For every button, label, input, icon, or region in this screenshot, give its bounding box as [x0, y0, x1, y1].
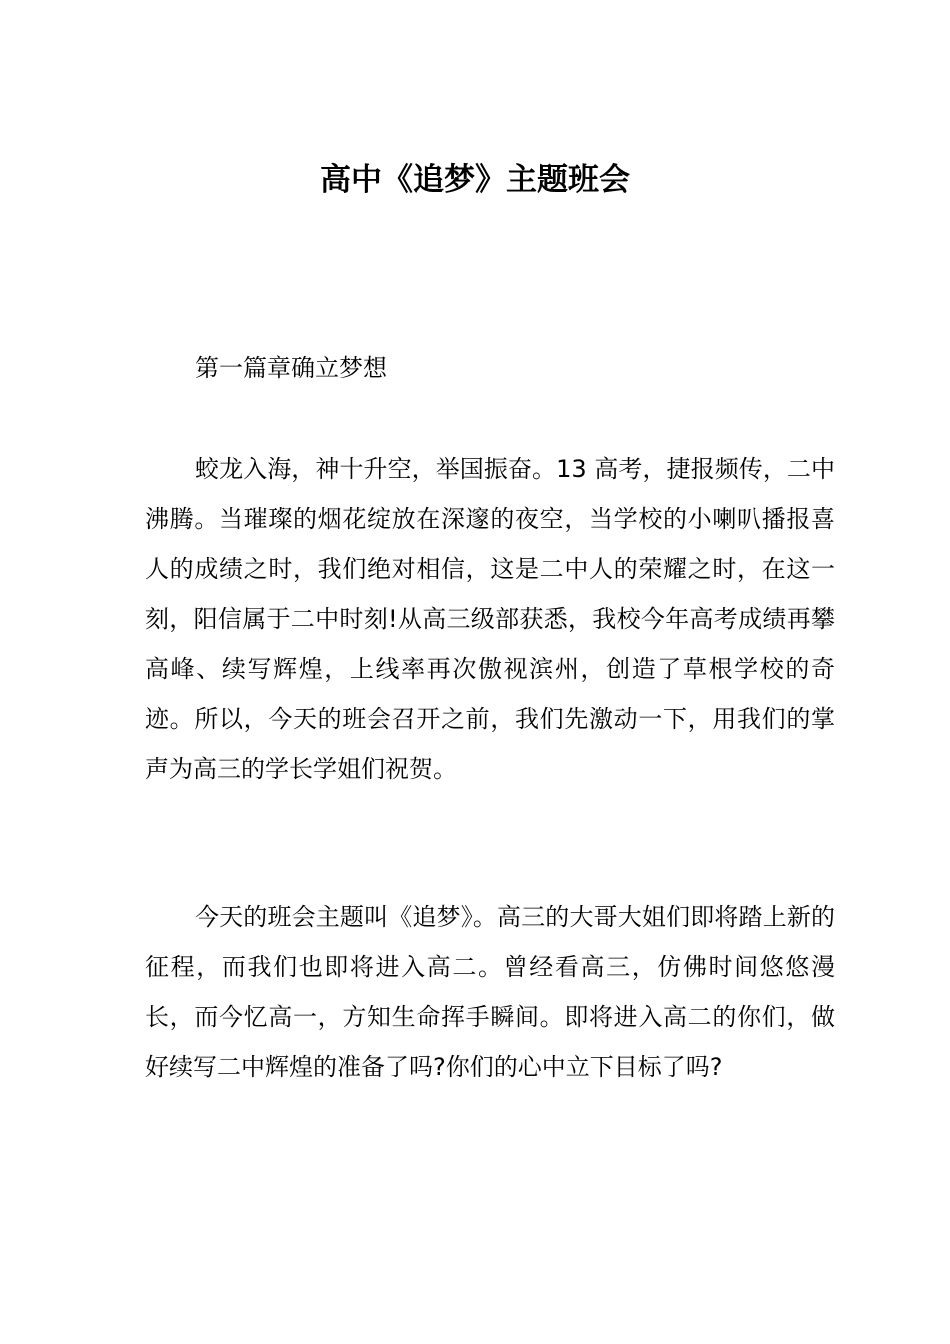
paragraph-2: 今天的班会主题叫《追梦》。高三的大哥大姐们即将踏上新的征程，而我们也即将进入高二。曾经看高三，仿佛时间悠悠漫长，而今忆高一，方知生命挥手瞬间。即将进入高二的你们，做好续写二中辉煌的准备了吗?你们的心中立下目标了吗? [145, 903, 835, 1081]
paragraph-1: 蛟龙入海，神十升空，举国振奋。13 高考，捷报频传，二中沸腾。当璀璨的烟花绽放在深邃的夜空，当学校的小喇叭播报喜人的成绩之时，我们绝对相信，这是二中人的荣耀之时，在这一刻，阳信属于二中时刻!从高三级部获悉，我校今年高考成绩再攀高峰、续写辉煌，上线率再次傲视滨州，创造了草根学校的奇迹。所以，今天的班会召开之前，我们先激动一下，用我们的掌声为高三的学长学姐们祝贺。 [145, 455, 835, 783]
document-title: 高中《追梦》主题班会 [320, 162, 630, 198]
section-heading: 第一篇章确立梦想 [195, 354, 387, 382]
